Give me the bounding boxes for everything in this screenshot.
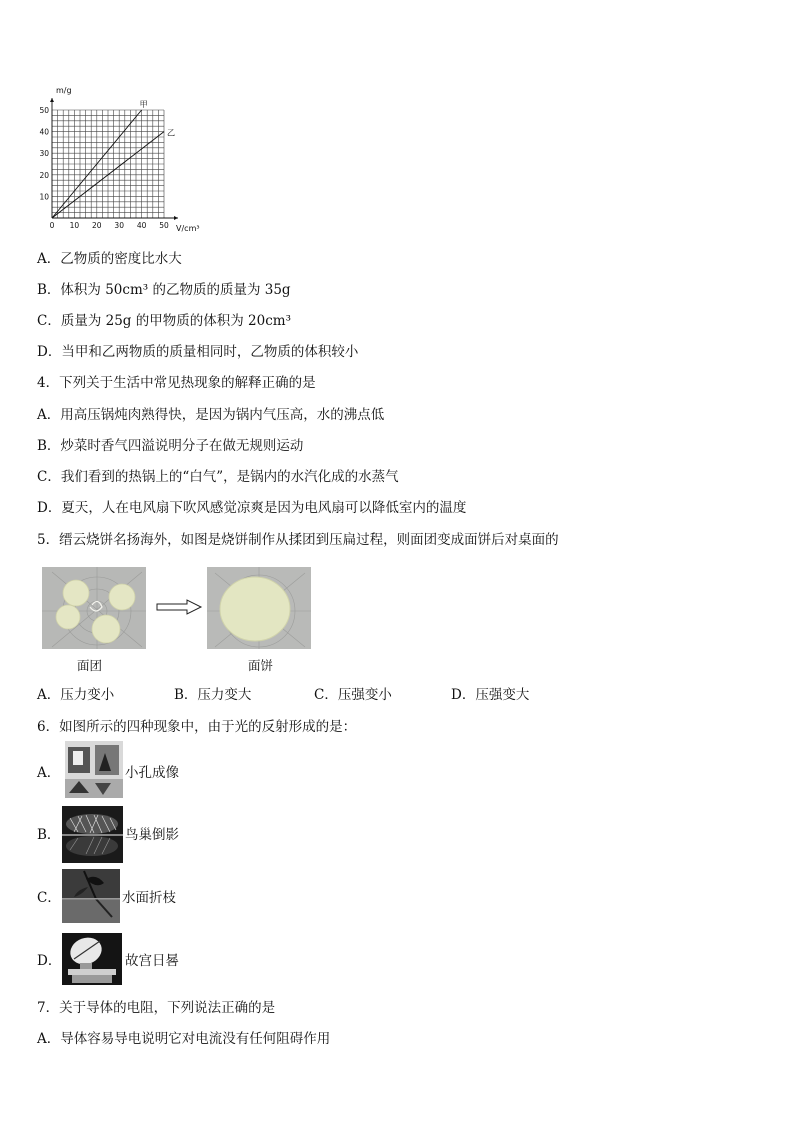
x-tick-label: 10 <box>69 221 80 230</box>
series-label: 甲 <box>139 100 148 109</box>
q5-option-d: D．压强变大 <box>451 687 530 703</box>
q6-option-c-label: 水面折枝 <box>122 890 176 906</box>
chart-grid <box>52 110 164 218</box>
series-label: 乙 <box>167 128 175 138</box>
y-tick-label: 30 <box>39 149 49 159</box>
dough-caption: 面团 <box>77 658 103 673</box>
q6-option-d-label: 故宫日晷 <box>125 953 179 969</box>
flattened-dough-photo <box>207 567 311 649</box>
x-axis-arrow <box>174 216 178 220</box>
pinhole-image-photo <box>65 741 123 798</box>
q6-option-a-letter: A． <box>37 765 61 781</box>
q4-stem: 4．下列关于生活中常见热现象的解释正确的是 <box>37 375 316 391</box>
x-axis-label: V/cm³ <box>176 224 200 233</box>
dough-balls-photo <box>42 567 146 649</box>
q3-option-d: D．当甲和乙两物质的质量相同时，乙物质的体积较小 <box>37 344 359 360</box>
sundial-photo <box>62 933 122 985</box>
y-tick-label: 50 <box>39 106 49 115</box>
y-tick-label: 40 <box>39 127 49 137</box>
q6-option-a-label: 小孔成像 <box>125 765 179 781</box>
x-tick-label: 20 <box>92 221 102 230</box>
q6-option-d-letter: D． <box>37 953 62 969</box>
q4-option-a: A．用高压锅炖肉熟得快，是因为锅内气压高，水的沸点低 <box>37 407 385 423</box>
q6-option-c-letter: C． <box>37 890 61 906</box>
q3-option-a: A．乙物质的密度比水大 <box>37 251 182 267</box>
y-axis-arrow <box>50 98 54 102</box>
y-tick-label: 20 <box>39 170 49 180</box>
x-tick-label: 30 <box>114 221 124 230</box>
q4-option-d: D．夏天，人在电风扇下吹风感觉凉爽是因为电风扇可以降低室内的温度 <box>37 500 467 516</box>
bent-branch-photo <box>62 869 120 923</box>
q6-stem: 6．如图所示的四种现象中，由于光的反射形成的是： <box>37 719 357 735</box>
q7-stem: 7．关于导体的电阻，下列说法正确的是 <box>37 1000 276 1016</box>
x-tick-label: 50 <box>159 221 169 230</box>
x-tick-label: 0 <box>49 221 55 230</box>
q3-option-b: B．体积为 50cm³ 的乙物质的质量为 35g <box>37 282 291 298</box>
y-tick-label: 10 <box>39 192 49 202</box>
y-axis-label: m/g <box>56 86 72 95</box>
q5-option-c: C．压强变小 <box>314 687 392 703</box>
q3-option-c: C．质量为 25g 的甲物质的体积为 20cm³ <box>37 313 291 329</box>
q7-option-a: A．导体容易导电说明它对电流没有任何阻碍作用 <box>37 1031 331 1047</box>
chart-ticks <box>39 106 169 230</box>
x-tick-label: 40 <box>136 221 147 230</box>
q6-option-b-letter: B． <box>37 827 61 843</box>
cake-caption: 面饼 <box>248 658 274 673</box>
q5-option-b: B．压力变大 <box>174 687 252 703</box>
arrow-icon <box>155 599 203 615</box>
q5-option-a: A．压力变小 <box>37 687 115 703</box>
mass-volume-chart <box>34 84 214 236</box>
q6-option-b-label: 鸟巢倒影 <box>125 827 179 843</box>
q4-option-b: B．炒菜时香气四溢说明分子在做无规则运动 <box>37 438 304 454</box>
birds-nest-reflection-photo <box>62 806 123 863</box>
q4-option-c: C．我们看到的热锅上的“白气”，是锅内的水汽化成的水蒸气 <box>37 469 399 485</box>
q5-stem: 5．缙云烧饼名扬海外，如图是烧饼制作从揉团到压扁过程，则面团变成面饼后对桌面的 <box>37 532 559 548</box>
